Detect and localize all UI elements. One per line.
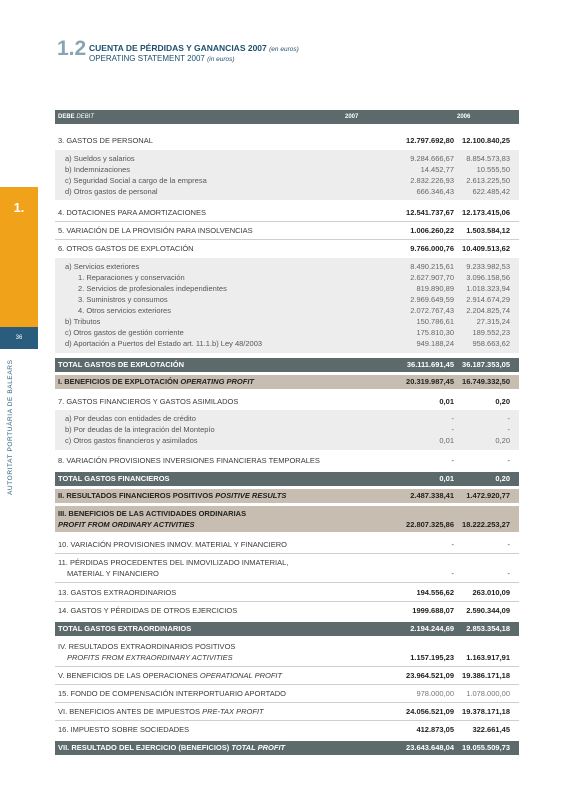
row-beneficios-explotacion — [55, 375, 519, 389]
sub-row — [55, 283, 519, 294]
value-2007: 978.000,00 — [416, 689, 454, 698]
row-label: 3. GASTOS DE PERSONAL — [58, 136, 153, 145]
subrows-personal — [55, 150, 519, 200]
value-2007: 36.111.691,45 — [406, 360, 454, 369]
col-2006: 2006 — [457, 114, 471, 120]
value-2007: 23.643.648,04 — [406, 743, 454, 752]
label-es: VI. BENEFICIOS ANTES DE IMPUESTOS — [58, 707, 200, 716]
label-en: PRE-TAX PROFIT — [202, 707, 264, 716]
sub-row — [55, 305, 519, 316]
sub-label: a) Por deudas con entidades de crédito — [65, 414, 196, 423]
value-2007: - — [451, 540, 454, 549]
sub-label: c) Otros gastos financieros y asimilados — [65, 436, 198, 445]
value-2007: 2.627.907,70 — [410, 273, 454, 282]
subrows-financieros — [55, 410, 519, 450]
value-2006: 1.018.323,94 — [466, 284, 510, 293]
sub-row — [55, 272, 519, 283]
row-label-2: MATERIAL Y FINANCIERO — [67, 569, 159, 578]
row-label — [58, 671, 282, 680]
divider — [55, 666, 519, 667]
value-2007: 2.072.767,43 — [410, 306, 454, 315]
label-en: OPERATING PROFIT — [180, 377, 255, 386]
value-2006: 3.096.158,56 — [466, 273, 510, 282]
row-beneficios-ordinarios — [55, 506, 519, 532]
value-2006: - — [507, 540, 510, 549]
sub-row — [55, 316, 519, 327]
value-2006: 0,20 — [495, 436, 510, 445]
value-2006: 19.378.171,18 — [462, 707, 510, 716]
value-2007: 24.056.521,09 — [406, 707, 454, 716]
value-2007: 23.964.521,09 — [406, 671, 454, 680]
divider — [55, 221, 519, 222]
value-2007: 0,01 — [439, 397, 454, 406]
row-label: TOTAL GASTOS EXTRAORDINARIOS — [58, 624, 192, 633]
value-2007: 2.969.649,59 — [410, 295, 454, 304]
sub-row — [55, 164, 519, 175]
row-label — [58, 707, 264, 716]
label-es: I. BENEFICIOS DE EXPLOTACIÓN — [58, 377, 179, 386]
row-total-extraordinarios — [55, 622, 519, 636]
value-2007: 8.490.215,61 — [410, 262, 454, 271]
organization-name: AUTORITAT PORTUÀRIA DE BALEARS — [7, 359, 14, 495]
sub-row — [55, 327, 519, 338]
subtitle-note: (in euros) — [207, 56, 235, 63]
value-2007: 2.832.226,93 — [410, 176, 454, 185]
value-2006: 0,20 — [495, 397, 510, 406]
value-2006: 19.055.509,73 — [462, 743, 510, 752]
divider — [55, 239, 519, 240]
label-es: VII. RESULTADO DEL EJERCICIO (BENEFICIOS) — [58, 743, 230, 752]
label-en: PROFITS FROM EXTRAORDINARY ACTIVITIES — [67, 653, 233, 662]
value-2006: 1.503.584,12 — [466, 226, 510, 235]
label-en: OPERATIONAL PROFIT — [199, 671, 283, 680]
sub-label: c) Otros gastos de gestión corriente — [65, 328, 184, 337]
row-resultados-financieros — [55, 489, 519, 503]
value-2006: 1.472.920,77 — [466, 491, 510, 500]
sub-row — [55, 261, 519, 272]
value-2006: 36.187.353,05 — [462, 360, 510, 369]
value-2007: - — [451, 456, 454, 465]
value-2006: 958.663,62 — [472, 339, 510, 348]
value-2006: 189.552,23 — [472, 328, 510, 337]
value-2007: 12.541.737,67 — [406, 208, 454, 217]
value-2007: 14.452,77 — [420, 165, 454, 174]
value-2007: 22.807.325,86 — [406, 520, 454, 529]
value-2007: 0,01 — [439, 436, 454, 445]
value-2007: - — [451, 569, 454, 578]
label-es: II. RESULTADOS FINANCIEROS POSITIVOS — [58, 491, 214, 500]
row-label: TOTAL GASTOS DE EXPLOTACIÓN — [58, 360, 184, 369]
chapter-number: 1. — [13, 200, 25, 215]
sub-label: a) Servicios exteriores — [65, 262, 140, 271]
value-2007: 1.006.260,22 — [410, 226, 454, 235]
row-total-explotacion — [55, 358, 519, 372]
value-2006: 2.853.354,18 — [466, 624, 510, 633]
sub-label: b) Tributos — [65, 317, 101, 326]
sub-row — [55, 175, 519, 186]
row-label: IV. RESULTADOS EXTRAORDINARIOS POSITIVOS — [58, 642, 236, 651]
value-2006: - — [507, 569, 510, 578]
value-2006: 10.555,50 — [476, 165, 510, 174]
title-text: CUENTA DE PÉRDIDAS Y GANANCIAS 2007 — [89, 43, 267, 53]
value-2006: - — [507, 414, 510, 423]
value-2006: 622.485,42 — [472, 187, 510, 196]
subtitle-text: OPERATING STATEMENT 2007 — [89, 54, 205, 63]
value-2006: 18.222.253,27 — [462, 520, 510, 529]
value-2006: 2.204.825,74 — [466, 306, 510, 315]
row-label — [58, 375, 254, 389]
table-header — [55, 110, 519, 124]
value-2006: 1.078.000,00 — [466, 689, 510, 698]
row-label: 4. DOTACIONES PARA AMORTIZACIONES — [58, 208, 206, 217]
page-subtitle — [89, 54, 235, 63]
row-label — [58, 741, 285, 755]
divider — [55, 582, 519, 583]
sub-row — [55, 153, 519, 164]
value-2007: 9.766.000,76 — [410, 244, 454, 253]
value-2007: 194.556,62 — [416, 588, 454, 597]
sub-row — [55, 294, 519, 305]
sub-label: c) Seguridad Social a cargo de la empresa — [65, 176, 207, 185]
divider — [55, 601, 519, 602]
value-2006: 263.010,09 — [472, 588, 510, 597]
label-en: PROFIT FROM ORDINARY ACTIVITIES — [58, 520, 195, 529]
value-2007: 412.873,05 — [416, 725, 454, 734]
value-2007: 175.810,30 — [416, 328, 454, 337]
row-label: III. BENEFICIOS DE LAS ACTIVIDADES ORDINARIAS — [58, 509, 247, 518]
value-2007: 819.890,89 — [416, 284, 454, 293]
value-2006: 9.233.982,53 — [466, 262, 510, 271]
sub-label: b) Por deudas de la integración del Montepío — [65, 425, 215, 434]
header-label — [58, 110, 94, 124]
sub-label: d) Aportación a Puertos del Estado art. 11.1.b) Ley 48/2003 — [65, 339, 263, 348]
row-label — [58, 489, 286, 503]
value-2006: 2.613.225,50 — [466, 176, 510, 185]
value-2006: 12.173.415,06 — [462, 208, 510, 217]
sub-row — [55, 413, 519, 424]
value-2006: 2.914.674,29 — [466, 295, 510, 304]
sub-label: 4. Otros servicios exteriores — [78, 306, 171, 315]
sub-label: b) Indemnizaciones — [65, 165, 131, 174]
col-debit: DEBIT — [76, 114, 95, 120]
sub-label: 2. Servicios de profesionales independientes — [78, 284, 227, 293]
value-2007: 9.284.666,67 — [410, 154, 454, 163]
label-en: POSITIVE RESULTS — [215, 491, 287, 500]
value-2007: 150.786,61 — [416, 317, 454, 326]
row-label: 14. GASTOS Y PÉRDIDAS DE OTROS EJERCICIOS — [58, 606, 238, 615]
value-2006: 16.749.332,50 — [462, 377, 510, 386]
divider — [55, 553, 519, 554]
page-number: 36 — [0, 327, 38, 349]
label-en: TOTAL PROFIT — [231, 743, 286, 752]
sub-row — [55, 435, 519, 446]
value-2006: 0,20 — [495, 474, 510, 483]
row-label: 5. VARIACIÓN DE LA PROVISIÓN PARA INSOLVENCIAS — [58, 226, 253, 235]
row-label: 10. VARIACIÓN PROVISIONES INMOV. MATERIAL Y FINANCIERO — [58, 540, 287, 549]
row-label: 13. GASTOS EXTRAORDINARIOS — [58, 588, 177, 597]
value-2006: 2.590.344,09 — [466, 606, 510, 615]
col-debe: DEBE — [58, 114, 75, 120]
row-label: 16. IMPUESTO SOBRE SOCIEDADES — [58, 725, 190, 734]
row-label: TOTAL GASTOS FINANCIEROS — [58, 474, 170, 483]
sub-row — [55, 338, 519, 349]
sub-label: 1. Reparaciones y conservación — [78, 273, 185, 282]
divider — [55, 720, 519, 721]
value-2007: 949.188,24 — [416, 339, 454, 348]
page-title — [89, 43, 299, 53]
value-2007: - — [451, 414, 454, 423]
divider — [55, 702, 519, 703]
value-2006: 27.315,24 — [476, 317, 510, 326]
sub-row — [55, 424, 519, 435]
value-2006: - — [507, 456, 510, 465]
value-2007: 1.157.195,23 — [410, 653, 454, 662]
value-2006: 1.163.917,91 — [466, 653, 510, 662]
value-2007: 2.487.338,41 — [410, 491, 454, 500]
label-es: V. BENEFICIOS DE LAS OPERACIONES — [58, 671, 198, 680]
row-label: 6. OTROS GASTOS DE EXPLOTACIÓN — [58, 244, 194, 253]
value-2007: 1999.688,07 — [412, 606, 454, 615]
row-label: 11. PÉRDIDAS PROCEDENTES DEL INMOVILIZADO INMATERIAL, — [58, 558, 289, 567]
value-2006: 19.386.171,18 — [462, 671, 510, 680]
value-2006: 8.854.573,83 — [466, 154, 510, 163]
sub-label: a) Sueldos y salarios — [65, 154, 135, 163]
sub-label: d) Otros gastos de personal — [65, 187, 158, 196]
row-total-financieros — [55, 472, 519, 486]
divider — [55, 684, 519, 685]
subrows-explotacion — [55, 258, 519, 353]
value-2007: - — [451, 425, 454, 434]
value-2006: 10.409.513,62 — [462, 244, 510, 253]
row-resultado-ejercicio — [55, 741, 519, 755]
sub-row — [55, 186, 519, 197]
value-2007: 2.194.244,69 — [410, 624, 454, 633]
value-2006: - — [507, 425, 510, 434]
sub-label: 3. Suministros y consumos — [78, 295, 168, 304]
section-number: 1.2 — [57, 37, 87, 60]
value-2007: 12.797.692,80 — [406, 136, 454, 145]
row-label: 8. VARIACIÓN PROVISIONES INVERSIONES FINANCIERAS TEMPORALES — [58, 456, 320, 465]
value-2007: 20.319.987,45 — [406, 377, 454, 386]
value-2007: 0,01 — [439, 474, 454, 483]
row-label: 15. FONDO DE COMPENSACIÓN INTERPORTUARIO APORTADO — [58, 689, 286, 698]
value-2006: 12.100.840,25 — [462, 136, 510, 145]
value-2006: 322.661,45 — [472, 725, 510, 734]
title-note: (en euros) — [269, 46, 299, 53]
row-label: 7. GASTOS FINANCIEROS Y GASTOS ASIMILADOS — [58, 397, 239, 406]
col-2007: 2007 — [345, 114, 359, 120]
value-2007: 666.346,43 — [416, 187, 454, 196]
